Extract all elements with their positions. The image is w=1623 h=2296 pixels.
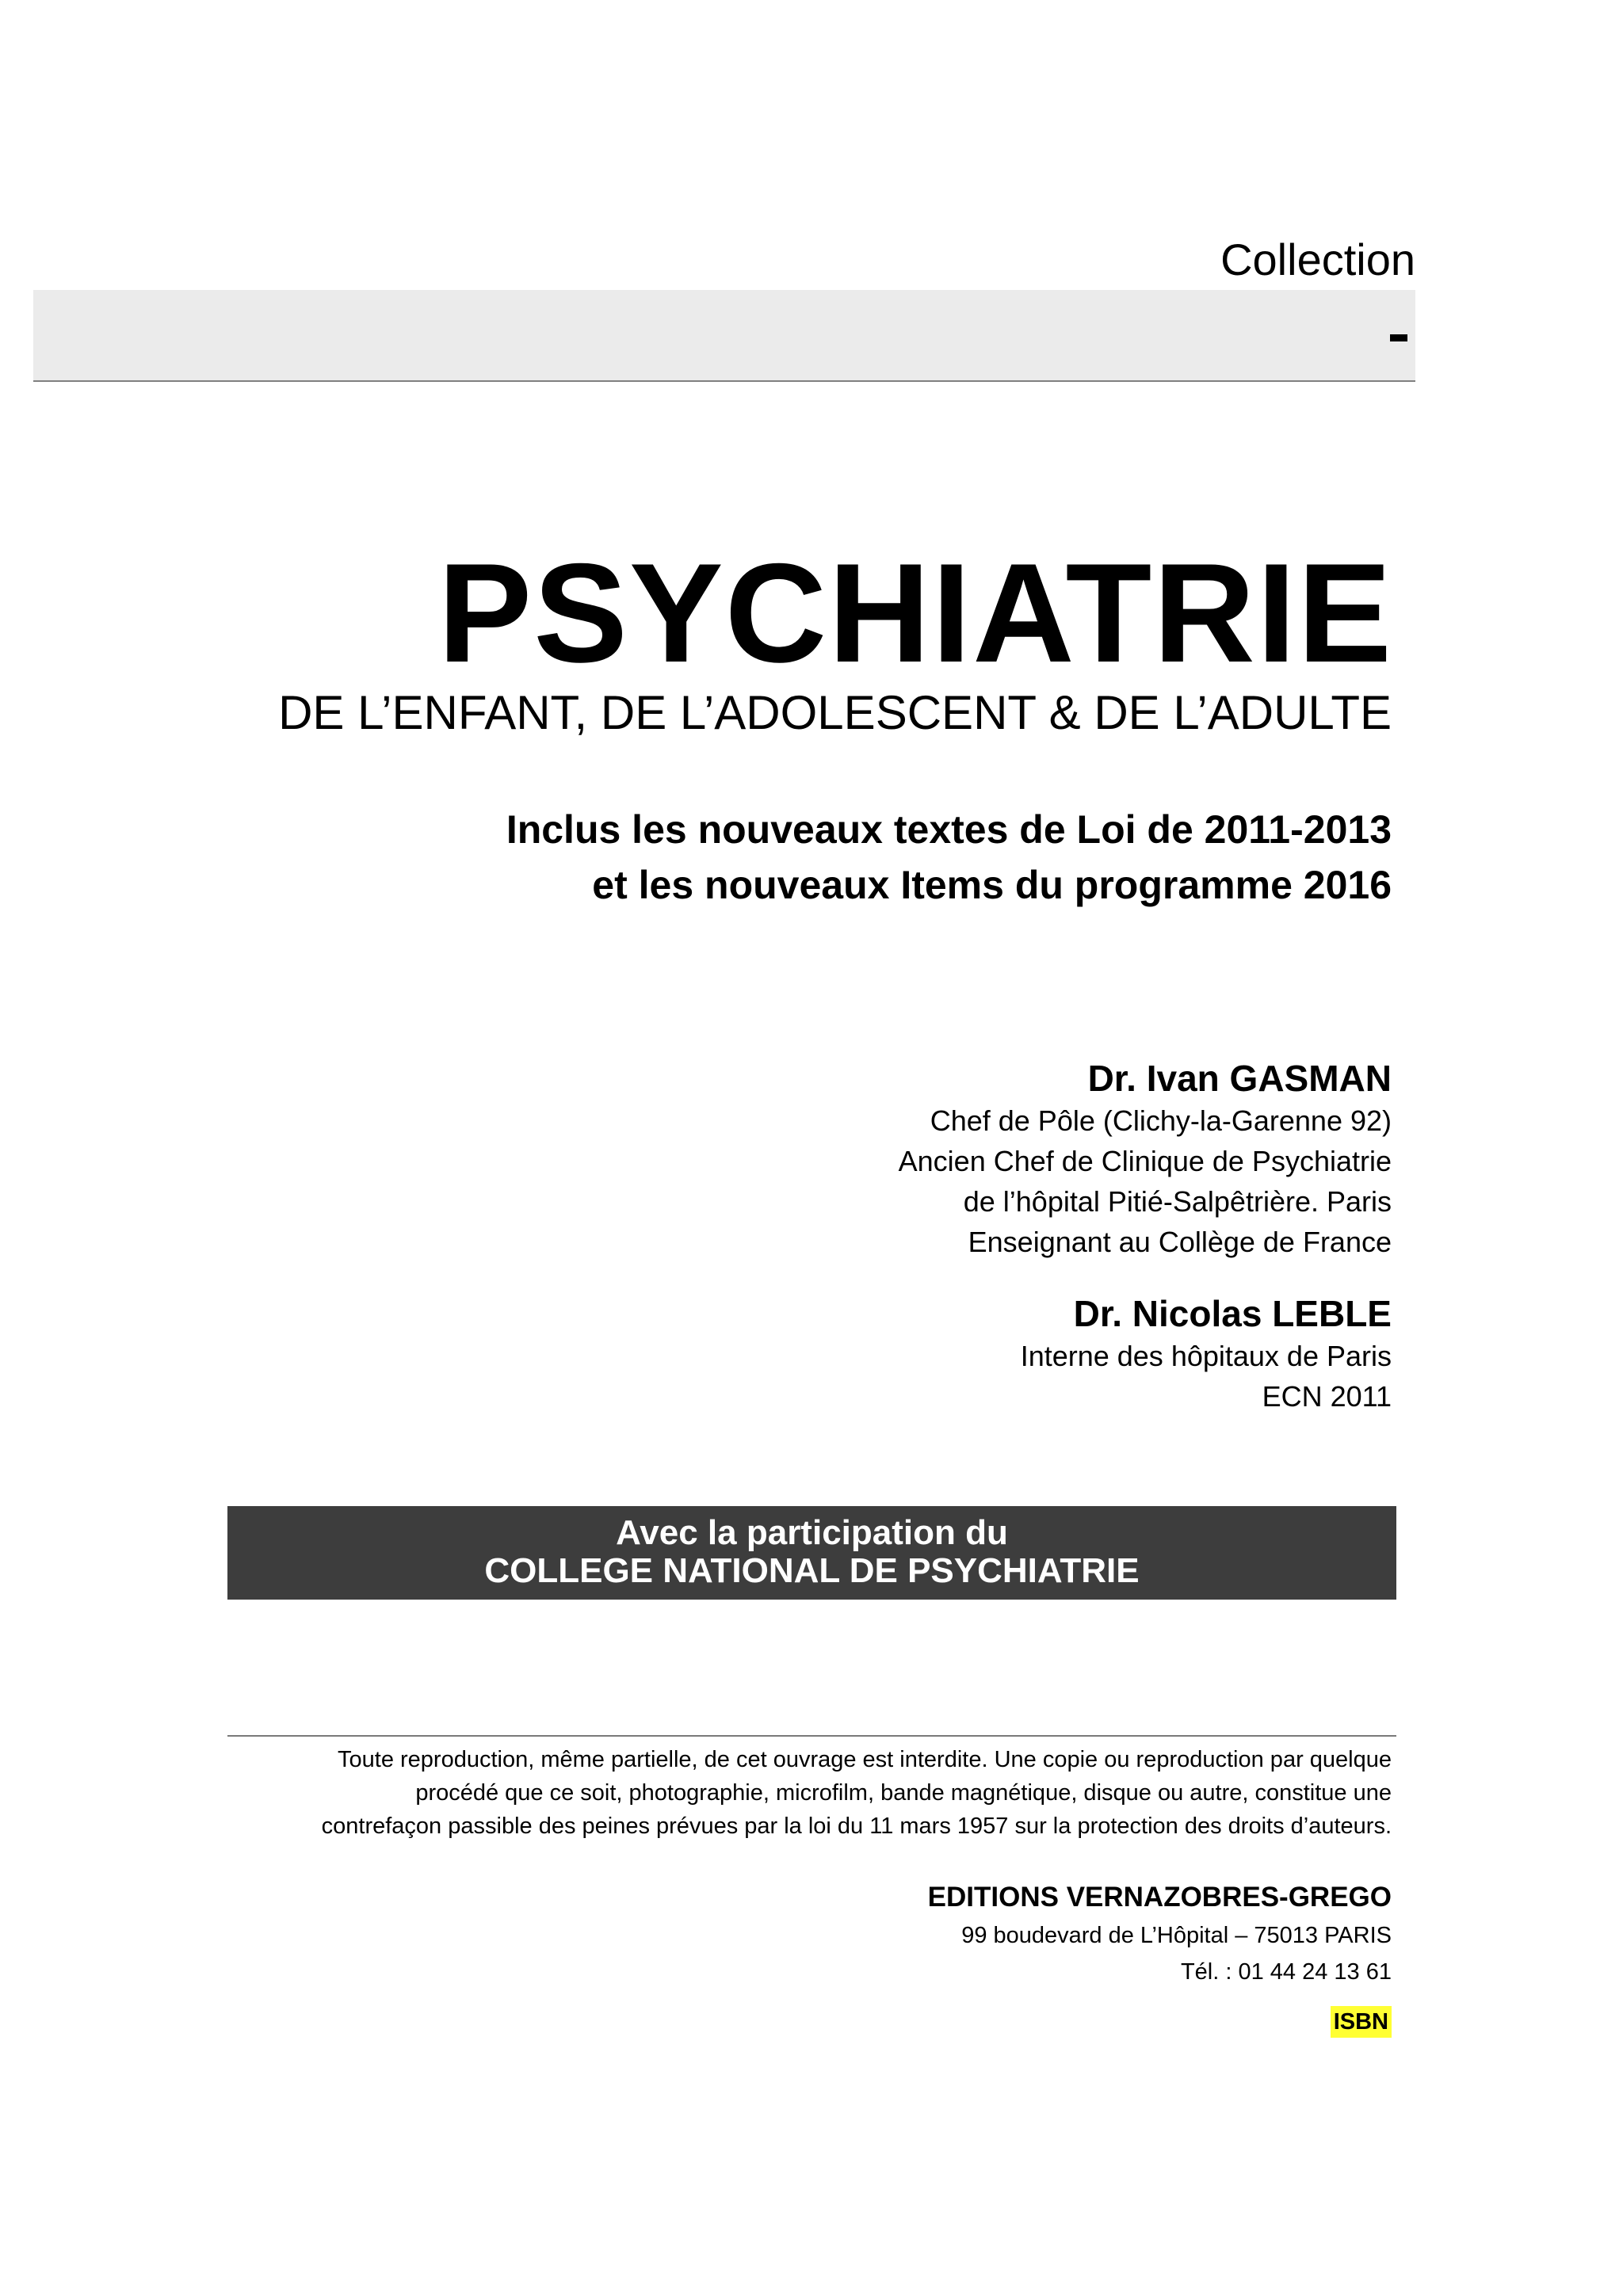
book-title: PSYCHIATRIE <box>437 534 1393 692</box>
publisher-phone: Tél. : 01 44 24 13 61 <box>1180 1959 1392 1985</box>
publisher-address: 99 boudevard de L’Hôpital – 75013 PARIS <box>961 1923 1392 1948</box>
author-credential: ECN 2011 <box>1262 1380 1392 1413</box>
participation-line: COLLEGE NATIONAL DE PSYCHIATRIE <box>484 1551 1140 1590</box>
author-credential: Ancien Chef de Clinique de Psychiatrie <box>898 1145 1392 1177</box>
isbn-label: ISBN <box>1331 2006 1392 2038</box>
participation-banner <box>227 1506 1396 1600</box>
author-credential: Interne des hôpitaux de Paris <box>1020 1340 1392 1372</box>
author-block <box>899 1056 1392 1262</box>
author-name: Dr. Nicolas LEBLE <box>1073 1293 1392 1334</box>
participation-line: Avec la participation du <box>616 1513 1008 1552</box>
book-note <box>506 802 1392 913</box>
book-note-line: et les nouveaux Items du programme 2016 <box>592 863 1392 907</box>
legal-line: contrefaçon passible des peines prévues par la loi du 11 mars 1957 sur la protection des droits d’auteurs. <box>321 1814 1392 1839</box>
legal-notice <box>227 1743 1392 1843</box>
legal-line: Toute reproduction, même partielle, de cet ouvrage est interdite. Une copie ou reproduction par quelque <box>338 1747 1392 1772</box>
book-note-line: Inclus les nouveaux textes de Loi de 2011-2013 <box>506 807 1392 852</box>
publisher-block <box>928 1878 1392 1990</box>
collection-band <box>33 290 1415 382</box>
author-block <box>1021 1291 1392 1417</box>
author-credential: Enseignant au Collège de France <box>968 1226 1392 1258</box>
publisher-name: EDITIONS VERNAZOBRES-GREGO <box>927 1882 1392 1913</box>
author-name: Dr. Ivan GASMAN <box>1087 1058 1392 1099</box>
divider <box>227 1735 1396 1737</box>
author-credential: de l’hôpital Pitié-Salpêtrière. Paris <box>963 1185 1392 1218</box>
book-subtitle: DE L’ENFANT, DE L’ADOLESCENT & DE L’ADULTE <box>278 686 1392 739</box>
legal-line: procédé que ce soit, photographie, microfilm, bande magnétique, disque ou autre, constitue une <box>415 1780 1392 1806</box>
author-credential: Chef de Pôle (Clichy-la-Garenne 92) <box>930 1104 1392 1137</box>
collection-dash <box>1390 334 1407 341</box>
collection-label: Collection <box>1220 235 1415 284</box>
